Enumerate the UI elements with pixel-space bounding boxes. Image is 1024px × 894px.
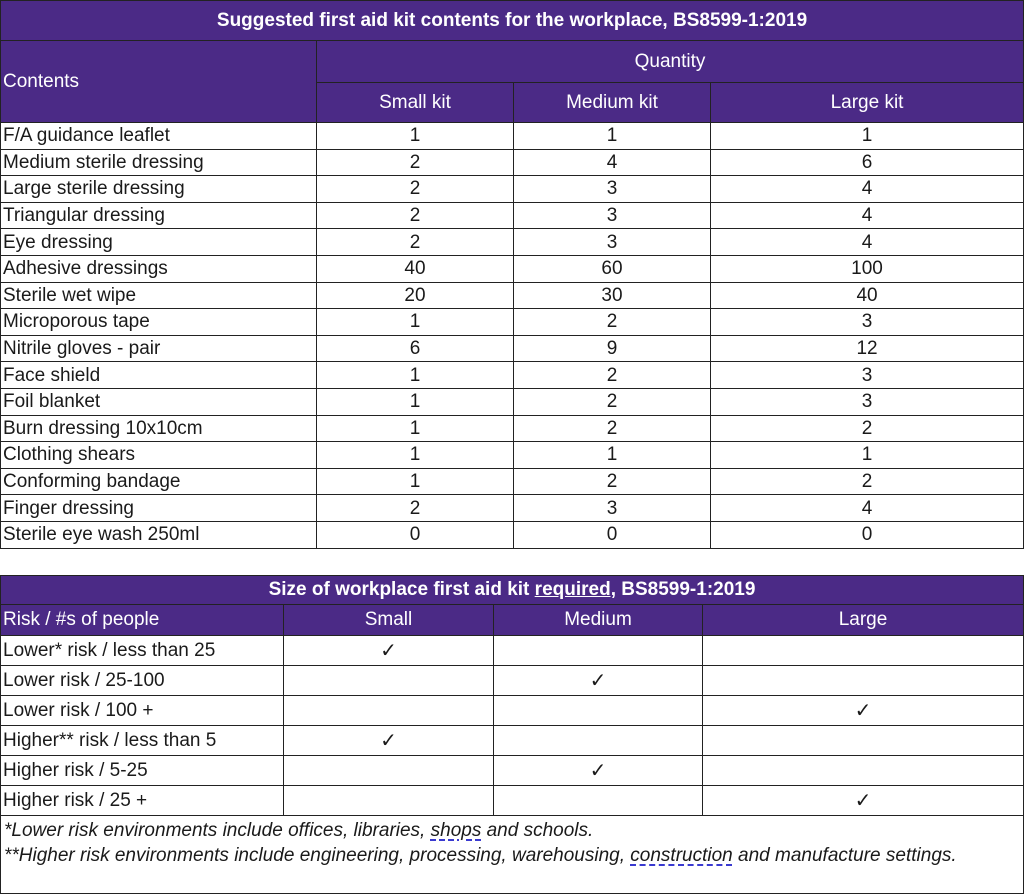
- small-kit-qty: 2: [317, 495, 514, 522]
- small-kit-qty: 2: [317, 229, 514, 256]
- kit-table-row: [1, 388, 1024, 415]
- size-cell-large: [703, 696, 1024, 726]
- medium-kit-qty: 2: [514, 468, 711, 495]
- item-name: Face shield: [1, 362, 317, 389]
- size-title-standard: BS8599-1:2019: [615, 579, 756, 600]
- small-kit-qty: 6: [317, 335, 514, 362]
- large-kit-qty: 3: [711, 309, 1024, 336]
- medium-kit-qty: 2: [514, 388, 711, 415]
- kit-table-row: [1, 442, 1024, 469]
- footnote-shops-word: shops: [430, 820, 482, 841]
- kit-table-row: [1, 123, 1024, 150]
- medium-kit-qty: 30: [514, 282, 711, 309]
- check-mark-icon: ✓: [589, 669, 607, 692]
- item-name: F/A guidance leaflet: [1, 123, 317, 150]
- contents-header: Contents: [1, 41, 317, 123]
- size-cell-medium: [494, 756, 703, 786]
- medium-kit-qty: 2: [514, 415, 711, 442]
- large-kit-qty: 6: [711, 149, 1024, 176]
- large-kit-qty: 4: [711, 202, 1024, 229]
- risk-label: Higher** risk / less than 5: [1, 726, 284, 756]
- footnote-lower-risk: [4, 818, 1020, 843]
- kit-table-row: [1, 335, 1024, 362]
- size-header-medium: Medium: [494, 605, 703, 636]
- size-cell-small: [284, 636, 494, 666]
- medium-kit-qty: 3: [514, 202, 711, 229]
- size-table-row: [1, 786, 1024, 816]
- small-kit-qty: 1: [317, 388, 514, 415]
- large-kit-qty: 0: [711, 521, 1024, 548]
- medium-kit-qty: 3: [514, 229, 711, 256]
- size-title-text: Size of workplace first aid kit: [268, 579, 535, 600]
- size-table-row: [1, 726, 1024, 756]
- large-kit-qty: 3: [711, 362, 1024, 389]
- size-table-body: [1, 636, 1024, 816]
- check-mark-icon: ✓: [854, 699, 872, 722]
- medium-kit-qty: 0: [514, 521, 711, 548]
- risk-label: Higher risk / 25 +: [1, 786, 284, 816]
- kit-table-row: [1, 149, 1024, 176]
- item-name: Triangular dressing: [1, 202, 317, 229]
- size-table-title: [1, 576, 1024, 605]
- size-table-row: [1, 696, 1024, 726]
- small-kit-qty: 1: [317, 442, 514, 469]
- quantity-header: Quantity: [317, 41, 1024, 83]
- item-name: Microporous tape: [1, 309, 317, 336]
- size-cell-small: [284, 786, 494, 816]
- column-header-large-kit: Large kit: [711, 83, 1024, 123]
- kit-table-row: [1, 495, 1024, 522]
- item-name: Eye dressing: [1, 229, 317, 256]
- medium-kit-qty: 3: [514, 176, 711, 203]
- item-name: Sterile wet wipe: [1, 282, 317, 309]
- footnote-higher-end: and manufacture settings.: [732, 845, 957, 866]
- small-kit-qty: 1: [317, 309, 514, 336]
- item-name: Medium sterile dressing: [1, 149, 317, 176]
- item-name: Finger dressing: [1, 495, 317, 522]
- small-kit-qty: 1: [317, 468, 514, 495]
- check-mark-icon: ✓: [380, 639, 397, 662]
- size-table-row: [1, 756, 1024, 786]
- footnotes: [1, 816, 1024, 894]
- large-kit-qty: 4: [711, 176, 1024, 203]
- large-kit-qty: 1: [711, 442, 1024, 469]
- size-table-row: [1, 636, 1024, 666]
- small-kit-qty: 1: [317, 362, 514, 389]
- size-cell-medium: [494, 696, 703, 726]
- footnote-higher-risk: [4, 843, 1020, 868]
- size-cell-large: [703, 726, 1024, 756]
- kit-table-row: [1, 362, 1024, 389]
- kit-table-row: [1, 468, 1024, 495]
- kit-table-row: [1, 282, 1024, 309]
- item-name: Foil blanket: [1, 388, 317, 415]
- kit-table-body: [1, 123, 1024, 549]
- large-kit-qty: 100: [711, 255, 1024, 282]
- kit-table-row: [1, 202, 1024, 229]
- small-kit-qty: 2: [317, 202, 514, 229]
- size-cell-large: [703, 636, 1024, 666]
- small-kit-qty: 0: [317, 521, 514, 548]
- small-kit-qty: 2: [317, 176, 514, 203]
- size-cell-large: [703, 756, 1024, 786]
- check-mark-icon: ✓: [589, 759, 607, 782]
- kit-size-table: [0, 575, 1024, 894]
- size-cell-medium: [494, 636, 703, 666]
- medium-kit-qty: 2: [514, 309, 711, 336]
- small-kit-qty: 2: [317, 149, 514, 176]
- risk-label: Lower* risk / less than 25: [1, 636, 284, 666]
- risk-label: Lower risk / 100 +: [1, 696, 284, 726]
- medium-kit-qty: 1: [514, 123, 711, 150]
- footnote-construction-word: construction: [630, 845, 733, 866]
- footnote-lower-end: and schools.: [481, 820, 594, 841]
- column-header-small-kit: Small kit: [317, 83, 514, 123]
- check-mark-icon: ✓: [380, 729, 397, 752]
- large-kit-qty: 1: [711, 123, 1024, 150]
- medium-kit-qty: 4: [514, 149, 711, 176]
- large-kit-qty: 40: [711, 282, 1024, 309]
- kit-table-row: [1, 176, 1024, 203]
- size-cell-medium: [494, 666, 703, 696]
- medium-kit-qty: 3: [514, 495, 711, 522]
- item-name: Burn dressing 10x10cm: [1, 415, 317, 442]
- item-name: Nitrile gloves - pair: [1, 335, 317, 362]
- size-header-large: Large: [703, 605, 1024, 636]
- size-cell-medium: [494, 786, 703, 816]
- medium-kit-qty: 1: [514, 442, 711, 469]
- footnote-higher-text: **Higher risk environments include engineering, processing, warehousing,: [4, 845, 631, 866]
- size-cell-large: [703, 786, 1024, 816]
- item-name: Large sterile dressing: [1, 176, 317, 203]
- size-cell-small: [284, 696, 494, 726]
- risk-label: Lower risk / 25-100: [1, 666, 284, 696]
- large-kit-qty: 12: [711, 335, 1024, 362]
- size-cell-large: [703, 666, 1024, 696]
- risk-label: Higher risk / 5-25: [1, 756, 284, 786]
- medium-kit-qty: 60: [514, 255, 711, 282]
- risk-header: Risk / #s of people: [1, 605, 284, 636]
- item-name: Clothing shears: [1, 442, 317, 469]
- kit-table-row: [1, 415, 1024, 442]
- small-kit-qty: 1: [317, 415, 514, 442]
- size-table-row: [1, 666, 1024, 696]
- kit-table-title: Suggested first aid kit contents for the workplace, BS8599-1:2019: [1, 1, 1024, 41]
- small-kit-qty: 40: [317, 255, 514, 282]
- small-kit-qty: 20: [317, 282, 514, 309]
- size-cell-small: [284, 726, 494, 756]
- medium-kit-qty: 9: [514, 335, 711, 362]
- item-name: Adhesive dressings: [1, 255, 317, 282]
- large-kit-qty: 4: [711, 495, 1024, 522]
- check-mark-icon: ✓: [854, 789, 872, 812]
- footnote-lower-text: *Lower risk environments include offices, libraries,: [4, 820, 431, 841]
- large-kit-qty: 2: [711, 468, 1024, 495]
- size-cell-small: [284, 756, 494, 786]
- item-name: Sterile eye wash 250ml: [1, 521, 317, 548]
- kit-table-row: [1, 309, 1024, 336]
- size-cell-medium: [494, 726, 703, 756]
- item-name: Conforming bandage: [1, 468, 317, 495]
- size-cell-small: [284, 666, 494, 696]
- large-kit-qty: 4: [711, 229, 1024, 256]
- kit-table-row: [1, 521, 1024, 548]
- small-kit-qty: 1: [317, 123, 514, 150]
- kit-table-row: [1, 229, 1024, 256]
- size-header-small: Small: [284, 605, 494, 636]
- large-kit-qty: 2: [711, 415, 1024, 442]
- medium-kit-qty: 2: [514, 362, 711, 389]
- kit-table-row: [1, 255, 1024, 282]
- large-kit-qty: 3: [711, 388, 1024, 415]
- size-title-required-link[interactable]: required,: [534, 579, 616, 600]
- column-header-medium-kit: Medium kit: [514, 83, 711, 123]
